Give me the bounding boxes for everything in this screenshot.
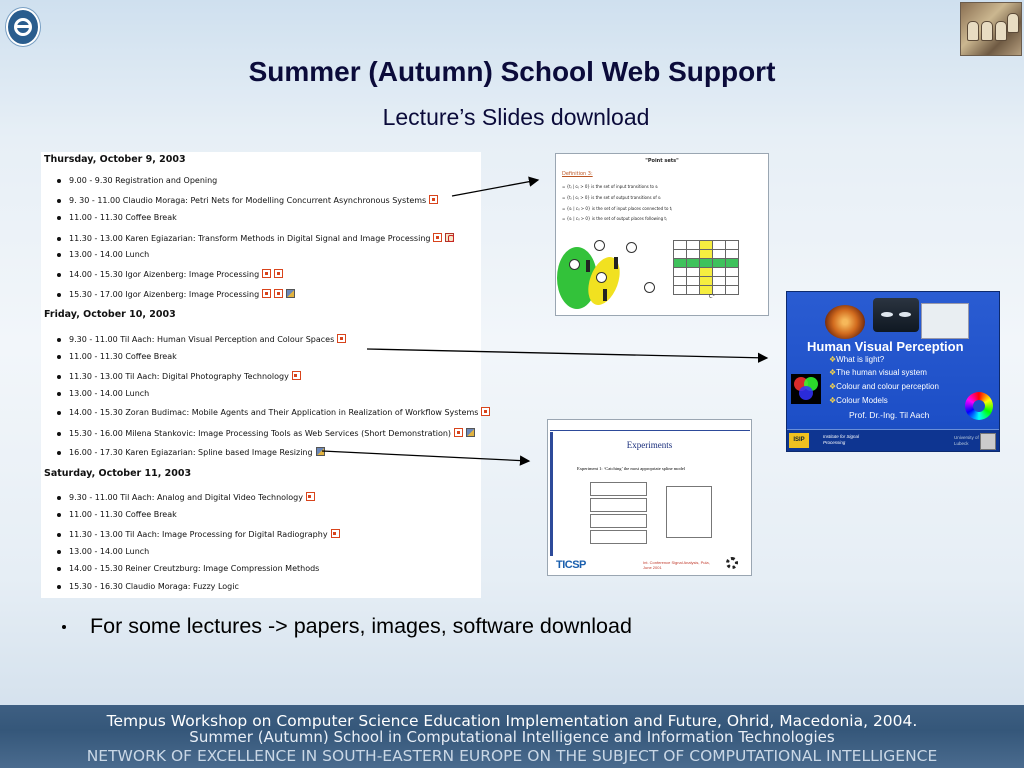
bullet-dot (62, 625, 66, 629)
place-node (569, 259, 580, 270)
thumbnail-title: Experiments (626, 440, 673, 450)
schedule-item (57, 334, 346, 344)
slide-subtitle: Lecture’s Slides download (382, 104, 650, 130)
eye-image (825, 305, 865, 339)
schedule-item-text: 11.30 - 13.00 Til Aach: Digital Photography Technology (69, 372, 289, 381)
footer-line: NETWORK OF EXCELLENCE IN SOUTH-EASTERN EUROPE ON THE SUBJECT OF COMPUTATIONAL INTELLIGENCE (86, 747, 938, 765)
schedule-item-text: 11.00 - 11.30 Coffee Break (69, 213, 177, 222)
place-node (626, 242, 637, 253)
place-node (594, 240, 605, 251)
software-download-icon[interactable] (316, 447, 325, 456)
signal-plot (590, 482, 647, 496)
slides-download-icon[interactable] (433, 233, 442, 242)
schedule-item-text: 11.00 - 11.30 Coffee Break (69, 510, 177, 519)
definition-label: Definition 3: (562, 171, 593, 177)
definition-line: = {sᵢ | cᵢⱼ > 0} is the set of input places connected to tⱼ (562, 206, 672, 211)
schedule-item-text: 9. 30 - 11.00 Claudio Moraga: Petri Nets for Modelling Concurrent Asynchronous Systems (69, 196, 427, 205)
schedule-item-text: 16.00 - 17.30 Karen Egiazarian: Spline based Image Resizing (69, 448, 313, 457)
signal-plot (590, 530, 647, 544)
experiments-slide-thumbnail (547, 419, 752, 576)
schedule-item-text: 13.00 - 14.00 Lunch (69, 250, 150, 259)
thumbnail-title: "Point sets" (645, 158, 679, 164)
schedule-item (57, 195, 438, 205)
transition-node (603, 289, 607, 301)
software-download-icon[interactable] (286, 289, 295, 298)
slides-download-icon[interactable] (454, 428, 463, 437)
schedule-item (57, 428, 475, 438)
divider (550, 430, 750, 431)
day-heading: Saturday, October 11, 2003 (44, 468, 192, 479)
slides-download-icon[interactable] (429, 195, 438, 204)
schedule-item-text: 9.30 - 11.00 Til Aach: Analog and Digital Video Technology (69, 493, 303, 502)
schedule-item (57, 176, 217, 185)
schedule-item (57, 564, 319, 573)
software-download-icon[interactable] (466, 428, 475, 437)
schedule-item-text: 14.00 - 15.30 Reiner Creutzburg: Image Compression Methods (69, 564, 320, 573)
slides-download-icon[interactable] (274, 289, 283, 298)
schedule-item (57, 407, 490, 417)
schedule-item-text: 13.00 - 14.00 Lunch (69, 389, 150, 398)
institute-label: Institute for Signal Processing (823, 434, 860, 445)
crest-icon (980, 433, 996, 450)
face-image (873, 298, 919, 332)
thumbnail-bullet: ❖ Colour Models (829, 396, 888, 405)
schedule-item (57, 269, 283, 279)
thumbnail-bullet: Experiment 1: ‘Catching’ the most appropriate spline model (577, 466, 686, 471)
colour-wheel-image (965, 392, 993, 420)
schedule-item-text: 15.30 - 16.00 Milena Stankovic: Image Processing Tools as Web Services (Short Demonstration) (69, 429, 452, 438)
place-node (644, 282, 655, 293)
conference-note: Int. Conference Signal Analysis, Pula, June 2001 (643, 560, 710, 570)
left-logo-icon (6, 8, 40, 46)
thumbnail-footer (787, 429, 999, 452)
schedule-item (57, 492, 315, 502)
schedule-item (57, 289, 295, 299)
definition-line: = {sᵢ | cᵢⱼ > 0} is the set of output places following tⱼ (562, 216, 667, 221)
schedule-item-text: 9.30 - 11.00 Til Aach: Human Visual Perception and Colour Spaces (69, 335, 335, 344)
university-label: University of Lubeck (954, 435, 979, 446)
signal-plot (590, 498, 647, 512)
schedule-item (57, 371, 301, 381)
footer-line: Tempus Workshop on Computer Science Education Implementation and Future, Ohrid, Macedonia, 2004. (106, 712, 918, 730)
schedule-item-text: 13.00 - 14.00 Lunch (69, 547, 150, 556)
incidence-matrix (673, 240, 739, 295)
slides-download-icon[interactable] (262, 269, 271, 278)
footer-banner (0, 705, 1024, 768)
slides-download-icon[interactable] (337, 334, 346, 343)
day-heading: Thursday, October 9, 2003 (44, 154, 186, 165)
schedule-item-text: 14.00 - 15.30 Zoran Budimac: Mobile Agents and Their Application in Realization of Workflow Systems (69, 408, 479, 417)
transition-node (614, 257, 618, 269)
ticsp-logo: TICSP (556, 559, 586, 571)
slides-download-icon[interactable] (306, 492, 315, 501)
thumbnail-author: Prof. Dr.-Ing. Til Aach (849, 410, 930, 420)
matrix-label: C⁺ (709, 294, 716, 300)
schedule-item (57, 582, 239, 591)
schedule-item (57, 389, 149, 398)
rgb-circles-image (791, 374, 821, 404)
schedule-item-text: 15.30 - 17.00 Igor Aizenberg: Image Processing (69, 290, 260, 299)
bullet-note-text: For some lectures -> papers, images, software download (90, 614, 632, 638)
schedule-item (57, 352, 177, 361)
definition-line: = {tⱼ | cᵢⱼ > 0} is the set of output transitions of sᵢ (562, 195, 661, 200)
schedule-item (57, 233, 454, 243)
schedule-item-text: 11.00 - 11.30 Coffee Break (69, 352, 177, 361)
right-logo-icon (960, 2, 1022, 56)
thumbnail-bullet: ❖ The human visual system (829, 368, 927, 377)
schedule-item (57, 510, 177, 519)
isip-logo: ISIP (789, 433, 809, 448)
schedule-item (57, 250, 149, 259)
schedule-panel (41, 152, 481, 598)
petri-net-slide-thumbnail (555, 153, 769, 316)
schedule-item-text: 14.00 - 15.30 Igor Aizenberg: Image Processing (69, 270, 260, 279)
day-heading: Friday, October 10, 2003 (44, 309, 176, 320)
footer-line: Summer (Autumn) School in Computational Intelligence and Information Technologies (189, 728, 835, 746)
slides-download-icon[interactable] (481, 407, 490, 416)
slides-download-icon[interactable] (331, 529, 340, 538)
transition-node (586, 260, 590, 272)
schedule-item-text: 11.30 - 13.00 Karen Egiazarian: Transform Methods in Digital Signal and Image Processing (69, 234, 431, 243)
paper-download-icon[interactable] (445, 233, 454, 242)
error-plot (666, 486, 712, 538)
slide-title: Summer (Autumn) School Web Support (248, 56, 776, 87)
thumbnail-bullet: ❖ What is light? (829, 355, 884, 364)
hvp-slide-thumbnail (786, 291, 1000, 452)
schedule-item-text: 15.30 - 16.30 Claudio Moraga: Fuzzy Logic (69, 582, 239, 591)
definition-line: = {tⱼ | cᵢⱼ > 0} is the set of input transitions to sᵢ (562, 184, 659, 189)
schedule-item-text: 11.30 - 13.00 Til Aach: Image Processing for Digital Radiography (69, 530, 328, 539)
schedule-item (57, 213, 177, 222)
schedule-item (57, 447, 325, 457)
gear-icon (726, 557, 738, 569)
schedule-item (57, 529, 340, 539)
divider (550, 432, 553, 556)
signal-plot (590, 514, 647, 528)
thumbnail-bullet: ❖ Colour and colour perception (829, 382, 939, 391)
place-node (596, 272, 607, 283)
bullet-note (62, 614, 632, 639)
slides-download-icon[interactable] (262, 289, 271, 298)
screen-image (921, 303, 969, 339)
thumbnail-title: Human Visual Perception (807, 339, 964, 354)
slides-download-icon[interactable] (274, 269, 283, 278)
schedule-item-text: 9.00 - 9.30 Registration and Opening (69, 176, 218, 185)
slides-download-icon[interactable] (292, 371, 301, 380)
schedule-item (57, 547, 149, 556)
